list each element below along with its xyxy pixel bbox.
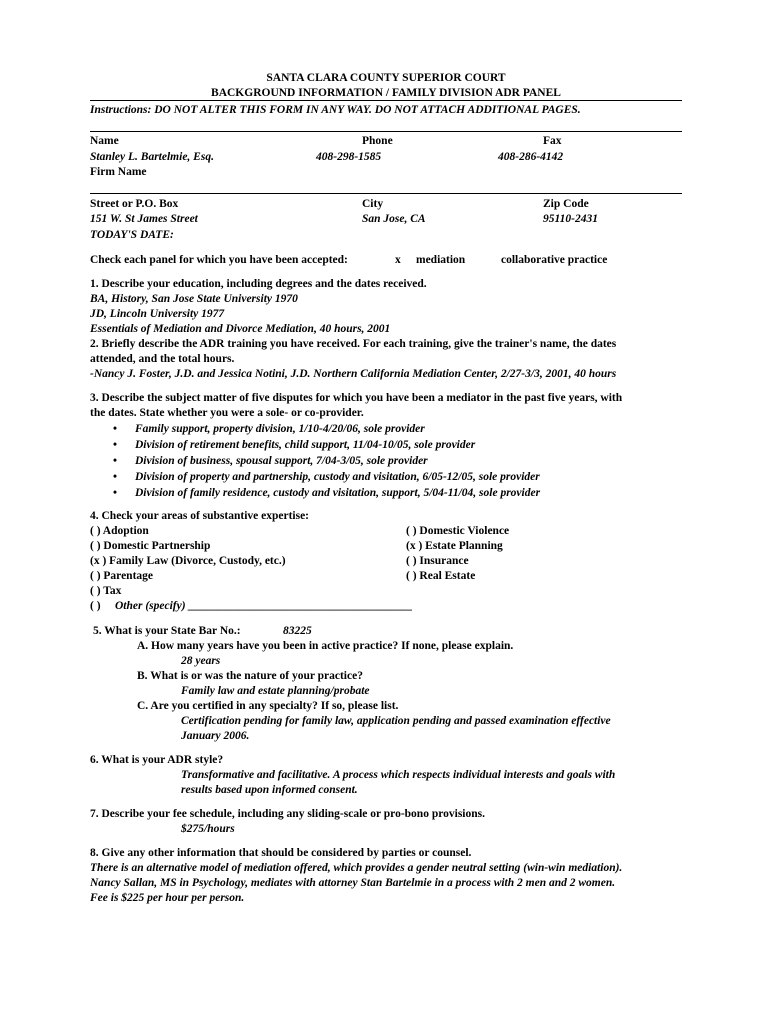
q5b-answer: Family law and estate planning/probate [181, 685, 370, 697]
city-value: San Jose, CA [362, 213, 426, 225]
q6-answer-line1: Transformative and facilitative. A process which respects individual interests and goals with [181, 769, 616, 781]
list-item: • Division of business, spousal support, 7/04-3/05, sole provider [113, 455, 428, 467]
expertise-insurance: ( ) Insurance [406, 555, 469, 567]
q6-question: 6. What is your ADR style? [90, 754, 224, 766]
section-rule-2 [90, 193, 682, 194]
q8-answer-line1: There is an alternative model of mediation offered, which provides a gender neutral setting (win-win mediation). [90, 862, 623, 874]
q4-question: 4. Check your areas of substantive expertise: [90, 510, 310, 522]
mediation-checkmark: x [395, 254, 401, 266]
expertise-adoption: ( ) Adoption [90, 525, 149, 537]
bullet-icon: • [113, 455, 118, 467]
list-item: • Division of property and partnership, custody and visitation, 6/05-12/05, sole provider [113, 471, 540, 483]
bullet-icon: • [113, 487, 118, 499]
q3-dispute-list [113, 421, 540, 501]
expertise-other: Other (specify) _______________________________________ [115, 600, 413, 612]
firm-name-label: Firm Name [90, 166, 147, 178]
expertise-family-law: (x ) Family Law (Divorce, Custody, etc.) [90, 555, 286, 567]
bullet-icon: • [113, 471, 118, 483]
q7-question: 7. Describe your fee schedule, including any sliding-scale or pro-bono provisions. [90, 808, 485, 820]
q1-question: 1. Describe your education, including degrees and the dates received. [90, 278, 427, 290]
fax-value: 408-286-4142 [498, 151, 564, 163]
section-rule-1 [90, 131, 682, 132]
q5c-question: C. Are you certified in any specialty? If so, please list. [137, 700, 399, 712]
city-label: City [362, 198, 384, 210]
expertise-domestic-violence: ( ) Domestic Violence [406, 525, 510, 537]
q2-question-line2: attended, and the total hours. [90, 353, 235, 365]
phone-label: Phone [362, 135, 393, 147]
q1-answer-1: BA, History, San Jose State University 1970 [90, 293, 298, 305]
q7-answer: $275/hours [181, 823, 235, 835]
zip-label: Zip Code [543, 198, 589, 210]
q3-question-line1: 3. Describe the subject matter of five disputes for which you have been a mediator in the past five years, with [90, 392, 623, 404]
q5c-answer-line1: Certification pending for family law, application pending and passed examination effective [181, 715, 611, 727]
q6-answer-line2: results based upon informed consent. [181, 784, 358, 796]
court-title: SANTA CLARA COUNTY SUPERIOR COURT [266, 72, 506, 84]
state-bar-number: 83225 [283, 625, 312, 637]
q8-question: 8. Give any other information that should be considered by parties or counsel. [90, 847, 472, 859]
header-rule [90, 100, 682, 101]
q2-answer: -Nancy J. Foster, J.D. and Jessica Notini, J.D. Northern California Mediation Center, 2/27-3/3, 2001, 40 hours [90, 368, 617, 380]
expertise-estate-planning: (x ) Estate Planning [406, 540, 503, 552]
q3-question-line2: the dates. State whether you were a sole- or co-provider. [90, 407, 364, 419]
q5-question: 5. What is your State Bar No.: [93, 625, 241, 637]
list-item: • Family support, property division, 1/10-4/20/06, sole provider [113, 423, 425, 435]
q2-question-line1: 2. Briefly describe the ADR training you have received. For each training, give the trainer's name, the dates [90, 338, 617, 350]
panel-prompt: Check each panel for which you have been accepted: [90, 254, 348, 266]
q1-answer-2: JD, Lincoln University 1977 [90, 308, 225, 320]
q8-answer-line3: Fee is $225 per hour per person. [90, 892, 245, 904]
expertise-other-checkbox: ( ) [90, 600, 101, 612]
zip-value: 95110-2431 [543, 213, 598, 225]
q5b-question: B. What is or was the nature of your practice? [137, 670, 363, 682]
instructions: Instructions: DO NOT ALTER THIS FORM IN ANY WAY. DO NOT ATTACH ADDITIONAL PAGES. [90, 104, 581, 116]
street-value: 151 W. St James Street [90, 213, 198, 225]
bullet-icon: • [113, 423, 118, 435]
list-item: • Division of retirement benefits, child support, 11/04-10/05, sole provider [113, 439, 476, 451]
mediation-option: mediation [416, 254, 466, 266]
fax-label: Fax [543, 135, 562, 147]
street-label: Street or P.O. Box [90, 198, 179, 210]
list-item: • Division of family residence, custody and visitation, support, 5/04-11/04, sole provider [113, 487, 541, 499]
form-title: BACKGROUND INFORMATION / FAMILY DIVISION ADR PANEL [211, 87, 561, 99]
name-value: Stanley L. Bartelmie, Esq. [90, 151, 214, 163]
q5a-question: A. How many years have you been in active practice? If none, please explain. [137, 640, 514, 652]
bullet-icon: • [113, 439, 118, 451]
q1-answer-3: Essentials of Mediation and Divorce Mediation, 40 hours, 2001 [90, 323, 391, 335]
name-label: Name [90, 135, 119, 147]
expertise-parentage: ( ) Parentage [90, 570, 154, 582]
collaborative-practice-option: collaborative practice [501, 254, 608, 266]
expertise-domestic-partnership: ( ) Domestic Partnership [90, 540, 211, 552]
q5a-answer: 28 years [181, 655, 221, 667]
todays-date-label: TODAY'S DATE: [90, 229, 174, 241]
q5c-answer-line2: January 2006. [181, 730, 250, 742]
phone-value: 408-298-1585 [316, 151, 382, 163]
expertise-real-estate: ( ) Real Estate [406, 570, 476, 582]
expertise-tax: ( ) Tax [90, 585, 122, 597]
q8-answer-line2: Nancy Sallan, MS in Psychology, mediates with attorney Stan Bartelmie in a process with 2 men and 2 women. [90, 877, 616, 889]
